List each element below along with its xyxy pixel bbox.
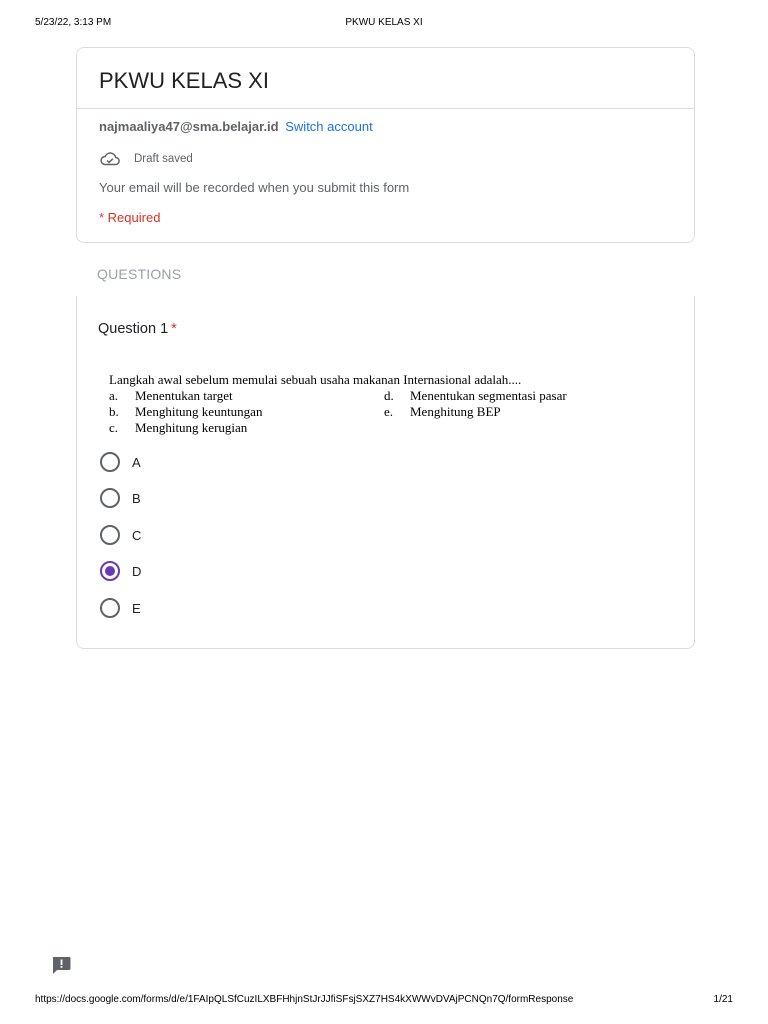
print-datetime: 5/23/22, 3:13 PM [35,17,112,28]
question-option [109,404,384,420]
form-header-card [76,47,695,243]
choice-b[interactable] [100,487,141,509]
radio-button[interactable] [100,561,120,581]
question-option [109,388,384,404]
print-header [0,17,768,31]
question-stem: Langkah awal sebelum memulai sebuah usaha makanan Internasional adalah.... [109,372,522,387]
switch-account-link[interactable]: Switch account [285,119,373,134]
choice-label: D [132,563,142,579]
page-number: 1/21 [713,994,733,1005]
question-title-text: Question 1 [98,321,169,337]
draft-status-row [99,150,193,168]
choice-label: B [132,490,141,506]
header-divider [77,108,694,109]
option-letter: b. [109,404,119,419]
option-text: Menentukan segmentasi pasar [410,388,567,403]
option-text: Menghitung kerugian [135,420,248,435]
account-line [99,119,373,134]
question-title [98,321,177,337]
choice-label: A [132,454,141,470]
account-email: najmaaliya47@sma.belajar.id [99,119,279,134]
radio-button[interactable] [100,452,120,472]
question-image-text [109,372,629,436]
option-letter: e. [384,404,394,419]
option-text: Menentukan target [135,388,233,403]
question-option [384,404,629,420]
question-option [109,420,384,436]
question-card [76,296,695,649]
required-note: * Required [99,210,161,225]
question-options [109,388,629,436]
page-url: https://docs.google.com/forms/d/e/1FAIpQLSfCuzILXBFHhjnStJrJJfiSFsjSXZ7HS4kXWWvDVAjPCNQn7Q/formResponse [35,994,574,1005]
radio-button[interactable] [100,488,120,508]
choice-e[interactable] [100,597,141,619]
required-marker: * [171,321,177,337]
choice-a[interactable] [100,451,141,473]
option-letter: a. [109,388,119,403]
choice-label: E [132,600,141,616]
draft-status-text: Draft saved [134,153,193,165]
radio-button[interactable] [100,525,120,545]
feedback-icon[interactable] [50,955,72,975]
option-text: Menghitung BEP [410,404,501,419]
cloud-check-icon [99,151,121,167]
radio-button[interactable] [100,598,120,618]
question-option [384,388,629,404]
option-letter: d. [384,388,394,403]
print-title: PKWU KELAS XI [345,17,423,28]
choice-c[interactable] [100,524,141,546]
form-title: PKWU KELAS XI [99,68,269,93]
section-label: QUESTIONS [97,266,182,282]
option-letter: c. [109,420,119,435]
choice-label: C [132,527,142,543]
email-recorded-note: Your email will be recorded when you submit this form [99,180,410,195]
option-text: Menghitung keuntungan [135,404,263,419]
choice-d[interactable] [100,560,141,582]
